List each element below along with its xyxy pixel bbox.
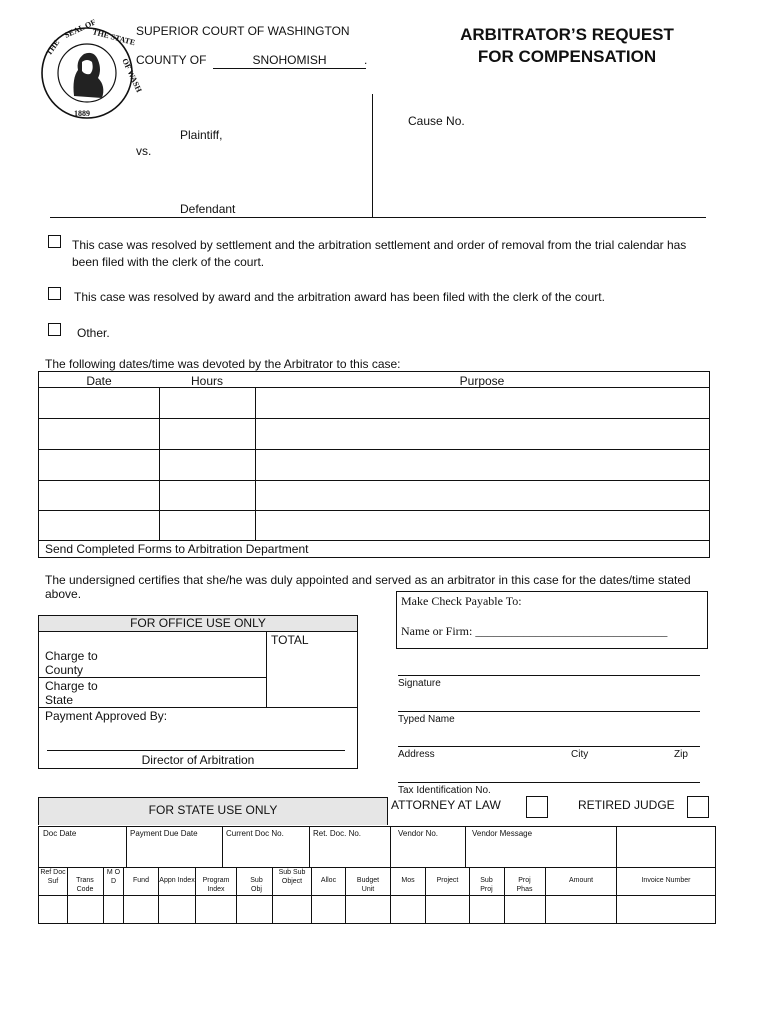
typed-name-line[interactable] [398,711,700,712]
trans-code-label: Trans Code [76,877,94,893]
cause-no-label: Cause No. [408,114,465,128]
svg-text:THE: THE [44,38,62,58]
other-checkbox[interactable] [48,323,61,336]
fund-label: Fund [133,877,149,884]
director-signature-line[interactable] [47,750,345,751]
program-index-label: Program Index [202,877,230,893]
plaintiff-label: Plaintiff, [180,128,223,142]
payment-approved-label: Payment Approved By: [45,709,168,723]
signature-line[interactable] [398,675,700,676]
ref-doc-suf-label: Ref Doc Suf [40,869,66,885]
vendor-message-label: Vendor Message [472,829,533,838]
doc-date-label: Doc Date [43,829,77,838]
award-checkbox[interactable] [48,287,61,300]
retired-judge-checkbox[interactable] [687,796,709,818]
svg-text:1889: 1889 [74,109,90,118]
vendor-no-label: Vendor No. [398,829,439,838]
alloc-label: Alloc [320,877,337,884]
name-or-firm-field[interactable]: Name or Firm: ________________________________ [401,624,668,638]
form-title [440,24,694,68]
other-text: Other. [77,326,110,340]
charge-county-label: Charge to County [45,649,98,677]
court-name: SUPERIOR COURT OF WASHINGTON [136,24,350,38]
award-text: This case was resolved by award and the arbitration award has been filed with the clerk of the court. [74,290,605,304]
payable-title: Make Check Payable To: [401,594,522,608]
time-entry-area[interactable] [39,387,709,540]
state-seal [40,17,144,120]
defendant-label: Defendant [180,202,236,216]
proj-phas-label: Proj Phas [516,877,533,893]
ret-doc-no-label: Ret. Doc. No. [313,829,362,838]
retired-judge-label: RETIRED JUDGE [578,798,675,812]
caption-divider [372,94,373,218]
date-header: Date [86,374,112,388]
charge-state-label: Charge to State [45,679,98,707]
county-label: COUNTY OF [136,53,207,67]
purpose-header: Purpose [459,374,505,388]
sub-proj-label: Sub Proj [480,877,493,893]
certification-text: The undersigned certifies that she/he was duly appointed and served as an arbitrator in this case for the dates/time stated above. [45,573,691,601]
county-value: SNOHOMISH [252,53,327,67]
appn-index-label: Appn Index [159,877,195,884]
time-intro: The following dates/time was devoted by the Arbitrator to this case: [45,357,401,371]
settlement-text: This case was resolved by settlement and the arbitration settlement and order of removal from the trial calendar has been filed with the clerk of the court. [72,238,687,269]
signature-label: Signature [398,678,441,689]
payment-due-date-label: Payment Due Date [130,829,198,838]
address-label: Address [398,749,435,760]
settlement-checkbox[interactable] [48,235,61,248]
amount-label: Amount [568,877,594,884]
sub-sub-object-label: Sub Sub Object [278,869,306,885]
typed-name-label: Typed Name [398,714,455,725]
office-use-box [38,615,358,769]
zip-label: Zip [674,749,688,760]
hours-header: Hours [190,374,223,388]
mod-label: M O D [106,869,121,885]
budget-unit-label: Budget Unit [356,877,380,893]
svg-text:THE STATE: THE STATE [91,27,137,48]
payable-box [396,591,708,649]
address-line[interactable] [398,746,700,747]
current-doc-no-label: Current Doc No. [226,829,284,838]
county-field[interactable] [213,53,366,69]
director-label: Director of Arbitration [141,753,255,767]
svg-text:SEAL OF: SEAL OF [63,17,98,40]
state-use-title: FOR STATE USE ONLY [38,797,388,825]
send-forms-note: Send Completed Forms to Arbitration Department [45,542,309,556]
time-table [38,371,710,558]
caption-bottom-rule [50,217,706,218]
attorney-checkbox[interactable] [526,796,548,818]
total-label: TOTAL [271,633,309,647]
form-title-line2: FOR COMPENSATION [477,47,657,66]
county-period: . [364,53,368,67]
sub-obj-label: Sub Obj [250,877,263,893]
state-use-grid [38,826,716,924]
attorney-label: ATTORNEY AT LAW [391,798,501,812]
invoice-number-label: Invoice Number [641,877,691,884]
city-label: City [571,749,589,760]
form-title-line1: ARBITRATOR’S REQUEST [460,25,674,44]
mos-label: Mos [401,877,415,884]
project-label: Project [436,877,459,884]
vs-label: vs. [136,144,152,158]
svg-text:OF WASH: OF WASH [120,57,144,94]
office-use-title: FOR OFFICE USE ONLY [39,616,357,632]
tax-id-line[interactable] [398,782,700,783]
tax-id-label: Tax Identification No. [398,785,491,796]
